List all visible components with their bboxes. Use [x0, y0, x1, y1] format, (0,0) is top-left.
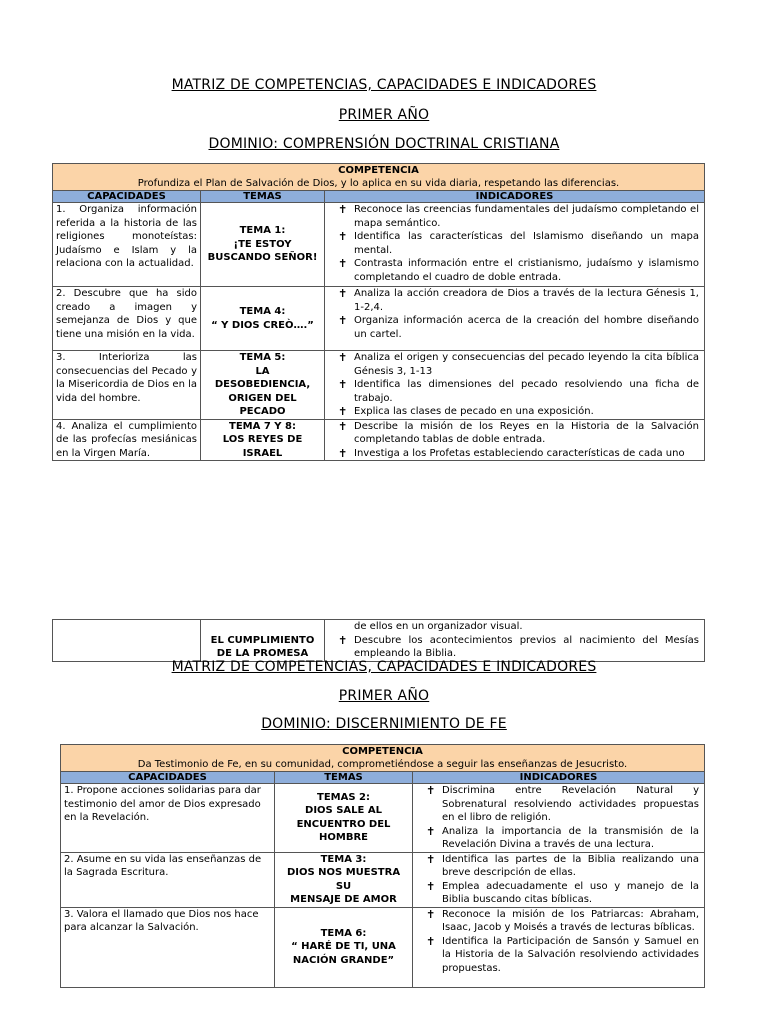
indicador-text: de ellos en un organizador visual. [354, 621, 523, 632]
header-temas: TEMAS [201, 191, 325, 203]
tema-cell [201, 203, 325, 287]
table-row [53, 419, 705, 461]
section1-table-continuation [52, 619, 705, 662]
list-item [328, 287, 701, 314]
list-item [416, 908, 701, 935]
list-item [328, 620, 701, 634]
competencia-row [61, 745, 705, 772]
tema-cell [275, 852, 413, 907]
tema-line: ORIGEN DEL [228, 392, 297, 404]
competencia-text: Profundiza el Plan de Salvación de Dios, y lo aplica en su vida diaria, respetando las diferencias. [137, 178, 620, 189]
header-capacidades: CAPACIDADES [61, 772, 275, 784]
tema-line: BUSCANDO SEÑOR! [207, 252, 318, 264]
table-row [61, 852, 705, 907]
competencia-label: COMPETENCIA [342, 746, 423, 757]
cross-icon: ✝ [338, 378, 348, 391]
list-item [328, 634, 701, 661]
list-item [416, 880, 701, 907]
indicador-text: Reconoce la misión de los Patriarcas: Abraham, Isaac, Jacob y Moisés a través de lecturas bíblicas. [442, 908, 699, 933]
cross-icon: ✝ [426, 784, 436, 797]
tema-line: ¡TE ESTOY [233, 238, 292, 250]
tema-cell [201, 351, 325, 420]
cross-icon: ✝ [426, 907, 436, 921]
tema-line: TEMA 6: [320, 927, 367, 939]
indicador-text: Emplea adecuadamente el uso y manejo de la Biblia buscando citas bíblicas. [442, 880, 699, 905]
tema-line: HOMBRE [319, 832, 368, 844]
list-item [328, 314, 701, 341]
cross-icon: ✝ [426, 879, 436, 893]
tema-line: TEMA 1: [239, 225, 286, 237]
section1-domain: DOMINIO: COMPRENSIÓN DOCTRINAL CRISTIANA [208, 136, 560, 152]
capacidad-cell: 3. Valora el llamado que Dios nos hace para alcanzar la Salvación. [61, 907, 275, 987]
indicador-text: Reconoce las creencias fundamentales del judaísmo completando el mapa semántico. [354, 204, 699, 229]
cross-icon: ✝ [338, 351, 348, 364]
header-indicadores: INDICADORES [413, 772, 705, 784]
cross-icon: ✝ [338, 419, 348, 433]
indicadores-cell [413, 784, 705, 853]
tema-line: NACIÓN GRANDE” [292, 954, 395, 966]
capacidad-cell: 1. Propone acciones solidarias para dar testimonio del amor de Dios expresado en la Revelación. [61, 784, 275, 853]
tema-line: DE LA PROMESA [216, 648, 309, 659]
tema-line: DIOS NOS MUESTRA SU [286, 867, 401, 892]
list-item [328, 447, 701, 461]
indicador-text: Discrimina entre Revelación Natural y Sobrenatural resolviendo actividades propuestas en el libro de religión. [442, 785, 699, 823]
column-header-row [61, 772, 705, 784]
cross-icon: ✝ [338, 287, 348, 300]
list-item [328, 405, 701, 419]
tema-line: EL CUMPLIMIENTO [210, 634, 315, 646]
indicador-text: Descubre los acontecimientos previos al nacimiento del Mesías empleando la Biblia. [354, 634, 699, 659]
indicador-text: Contrasta información entre el cristianismo, judaísmo y islamismo completando el cuadro de doble entrada. [354, 258, 699, 283]
tema-cell [201, 419, 325, 461]
tema-line: TEMA 3: [320, 853, 367, 865]
indicadores-cell [325, 351, 705, 420]
tema-line: ENCUENTRO DEL [296, 818, 391, 830]
table-row [53, 351, 705, 420]
list-item [416, 784, 701, 825]
indicador-text: Analiza la acción creadora de Dios a través de la lectura Génesis 1, 1-2,4. [354, 288, 699, 313]
indicador-text: Investiga a los Profetas estableciendo características de cada uno [354, 447, 685, 459]
cross-icon: ✝ [338, 314, 348, 327]
table-row [61, 907, 705, 987]
column-header-row [53, 191, 705, 203]
indicadores-cell [413, 907, 705, 987]
cross-icon: ✝ [338, 633, 348, 647]
tema-line: LOS REYES DE [222, 434, 303, 445]
section1-title: MATRIZ DE COMPETENCIAS, CAPACIDADES E INDICADORES [171, 77, 597, 93]
indicador-text: Explica las clases de pecado en una exposición. [354, 406, 594, 417]
indicador-text: Identifica la Participación de Sansón y Samuel en la Historia de la Salvación resolviendo actividades propuestas. [442, 935, 699, 974]
list-item [328, 230, 701, 257]
cross-icon: ✝ [338, 203, 348, 216]
table-row [61, 784, 705, 853]
tema-line: PECADO [239, 406, 286, 417]
competencia-label: COMPETENCIA [338, 165, 419, 176]
section2-year: PRIMER AÑO [338, 688, 430, 704]
section2-domain: DOMINIO: DISCERNIMIENTO DE FE [261, 716, 507, 732]
competencia-row [53, 164, 705, 191]
cross-icon: ✝ [338, 446, 348, 460]
tema-line: TEMA 7 Y 8: [229, 420, 296, 432]
capacidad-cell: 4. Analiza el cumplimiento de las profecías mesiánicas en la Virgen María. [53, 419, 201, 461]
table-row [53, 287, 705, 351]
list-item [416, 935, 701, 976]
indicador-text: Identifica las características del Islamismo diseñando un mapa mental. [354, 231, 699, 256]
tema-line: DESOBEDIENCIA, [214, 379, 311, 390]
table-row [53, 203, 705, 287]
tema-line: ISRAEL [242, 447, 283, 459]
list-item [328, 378, 701, 405]
cross-icon: ✝ [338, 405, 348, 418]
indicador-text: Organiza información acerca de la creación del hombre diseñando un cartel. [354, 315, 699, 340]
list-item [416, 825, 701, 852]
capacidad-cell: 1. Organiza información referida a la historia de las religiones monoteístas: Judaísmo e Islam y la relaciona con la actualidad. [53, 203, 201, 287]
list-item [328, 420, 701, 447]
indicador-text: Analiza el origen y consecuencias del pecado leyendo la cita bíblica Génesis 3, 1-13 [354, 352, 699, 377]
tema-line: TEMA 4: [239, 306, 286, 317]
cross-icon: ✝ [338, 257, 348, 270]
tema-cell [275, 907, 413, 987]
indicadores-cell [325, 620, 705, 662]
tema-cell [201, 287, 325, 351]
indicador-text: Analiza la importancia de la transmisión de la Revelación Divina a través de una lectura. [442, 825, 699, 850]
capacidad-cell: 2. Descubre que ha sido creado a imagen y semejanza de Dios y que tiene una misión en la vida. [53, 287, 201, 351]
indicador-text: Describe la misión de los Reyes en la Historia de la Salvación completando tablas de doble entrada. [354, 420, 699, 445]
header-temas: TEMAS [275, 772, 413, 784]
tema-line: TEMA 5: [239, 352, 286, 363]
list-item [416, 853, 701, 880]
tema-line: LA [255, 365, 270, 377]
header-capacidades: CAPACIDADES [53, 191, 201, 203]
indicador-text: Identifica las dimensiones del pecado resolviendo una ficha de trabajo. [354, 379, 699, 404]
section2-title: MATRIZ DE COMPETENCIAS, CAPACIDADES E INDICADORES [171, 659, 597, 675]
tema-line: “ Y DIOS CREÒ….” [211, 319, 314, 331]
indicador-text: Identifica las partes de la Biblia realizando una breve descripción de ellas. [442, 853, 699, 878]
cross-icon: ✝ [426, 934, 436, 948]
section1-table [52, 163, 705, 461]
header-indicadores: INDICADORES [325, 191, 705, 203]
tema-line: “ HARÉ DE TI, UNA [291, 941, 396, 953]
indicadores-cell [325, 203, 705, 287]
capacidad-cell: 3. Interioriza las consecuencias del Pecado y la Misericordia de Dios en la vida del hombre. [53, 351, 201, 420]
capacidad-cell [53, 620, 201, 662]
cross-icon: ✝ [426, 852, 436, 866]
list-item [328, 351, 701, 378]
tema-cell [201, 620, 325, 662]
tema-cell [275, 784, 413, 853]
section2-table [60, 744, 705, 988]
indicadores-cell [325, 287, 705, 351]
list-item [328, 203, 701, 230]
list-item [328, 257, 701, 284]
competencia-text: Da Testimonio de Fe, en su comunidad, comprometiéndose a seguir las enseñanzas de Jesucristo. [137, 759, 628, 770]
indicadores-cell [413, 852, 705, 907]
section1-year: PRIMER AÑO [338, 107, 430, 123]
tema-line: TEMAS 2: [317, 791, 370, 803]
indicadores-cell [325, 419, 705, 461]
cross-icon: ✝ [426, 824, 436, 838]
capacidad-cell: 2. Asume en su vida las enseñanzas de la Sagrada Escritura. [61, 852, 275, 907]
table-row [53, 620, 705, 662]
tema-line: DIOS SALE AL [305, 805, 382, 817]
tema-line: MENSAJE DE AMOR [290, 894, 397, 905]
cross-icon: ✝ [338, 230, 348, 243]
